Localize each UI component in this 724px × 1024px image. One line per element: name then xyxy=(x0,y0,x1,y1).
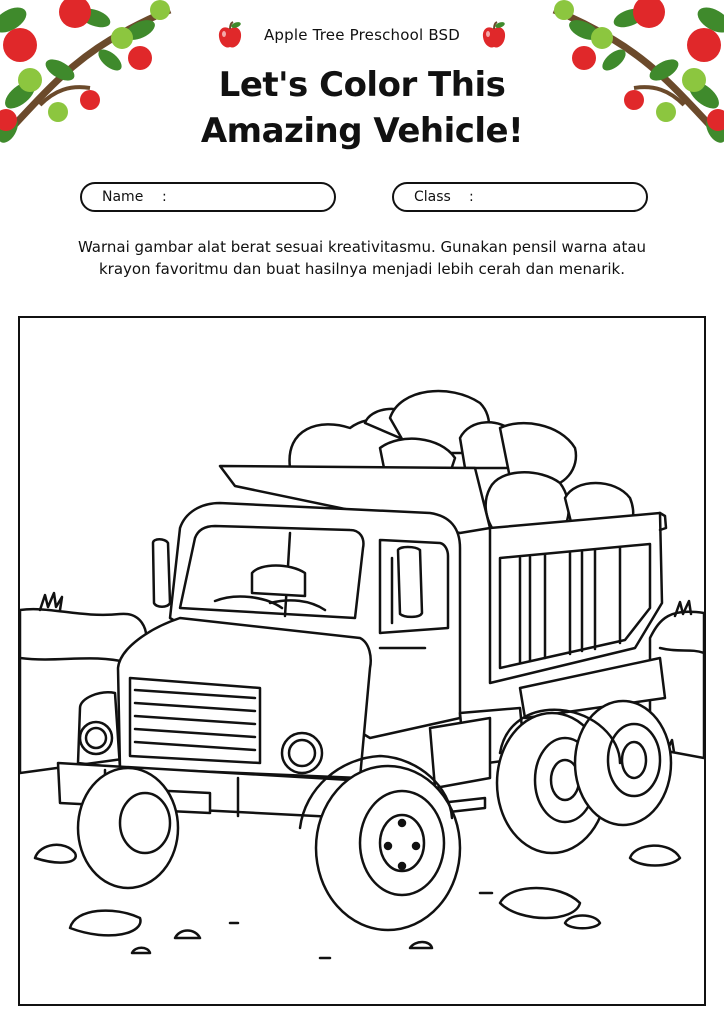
left-mirror xyxy=(153,539,170,607)
instructions-line-1: Warnai gambar alat berat sesuai kreativitasmu. Gunakan pensil warna atau xyxy=(77,238,647,256)
rock xyxy=(500,888,580,918)
name-field[interactable] xyxy=(80,182,336,212)
title-line-1: Let's Color This xyxy=(218,65,506,105)
class-colon: : xyxy=(469,189,474,205)
school-name: Apple Tree Preschool BSD xyxy=(263,26,461,44)
side-mirror xyxy=(398,547,422,617)
name-label: Name xyxy=(102,189,144,205)
class-label: Class xyxy=(414,189,451,205)
wheel-front-right xyxy=(316,766,460,930)
apple-icon xyxy=(215,20,245,50)
rock xyxy=(630,846,680,866)
title-line-2: Amazing Vehicle! xyxy=(200,111,524,151)
grass-left xyxy=(40,593,62,610)
name-colon: : xyxy=(162,189,167,205)
page-title xyxy=(0,62,724,154)
dump-bed xyxy=(490,513,662,683)
instructions-line-2: krayon favoritmu dan buat hasilnya menjadi lebih cerah dan menarik. xyxy=(98,260,625,278)
instructions-text xyxy=(30,236,694,280)
school-header xyxy=(0,20,724,50)
rock xyxy=(35,845,76,863)
dump-truck-illustration xyxy=(20,318,704,1004)
rock xyxy=(132,948,150,953)
apple-icon xyxy=(479,20,509,50)
rock xyxy=(175,931,200,939)
coloring-frame xyxy=(18,316,706,1006)
rock xyxy=(565,916,600,929)
class-field[interactable] xyxy=(392,182,648,212)
wheel-front-left xyxy=(78,768,178,888)
rock xyxy=(410,942,432,948)
rock xyxy=(70,911,140,936)
